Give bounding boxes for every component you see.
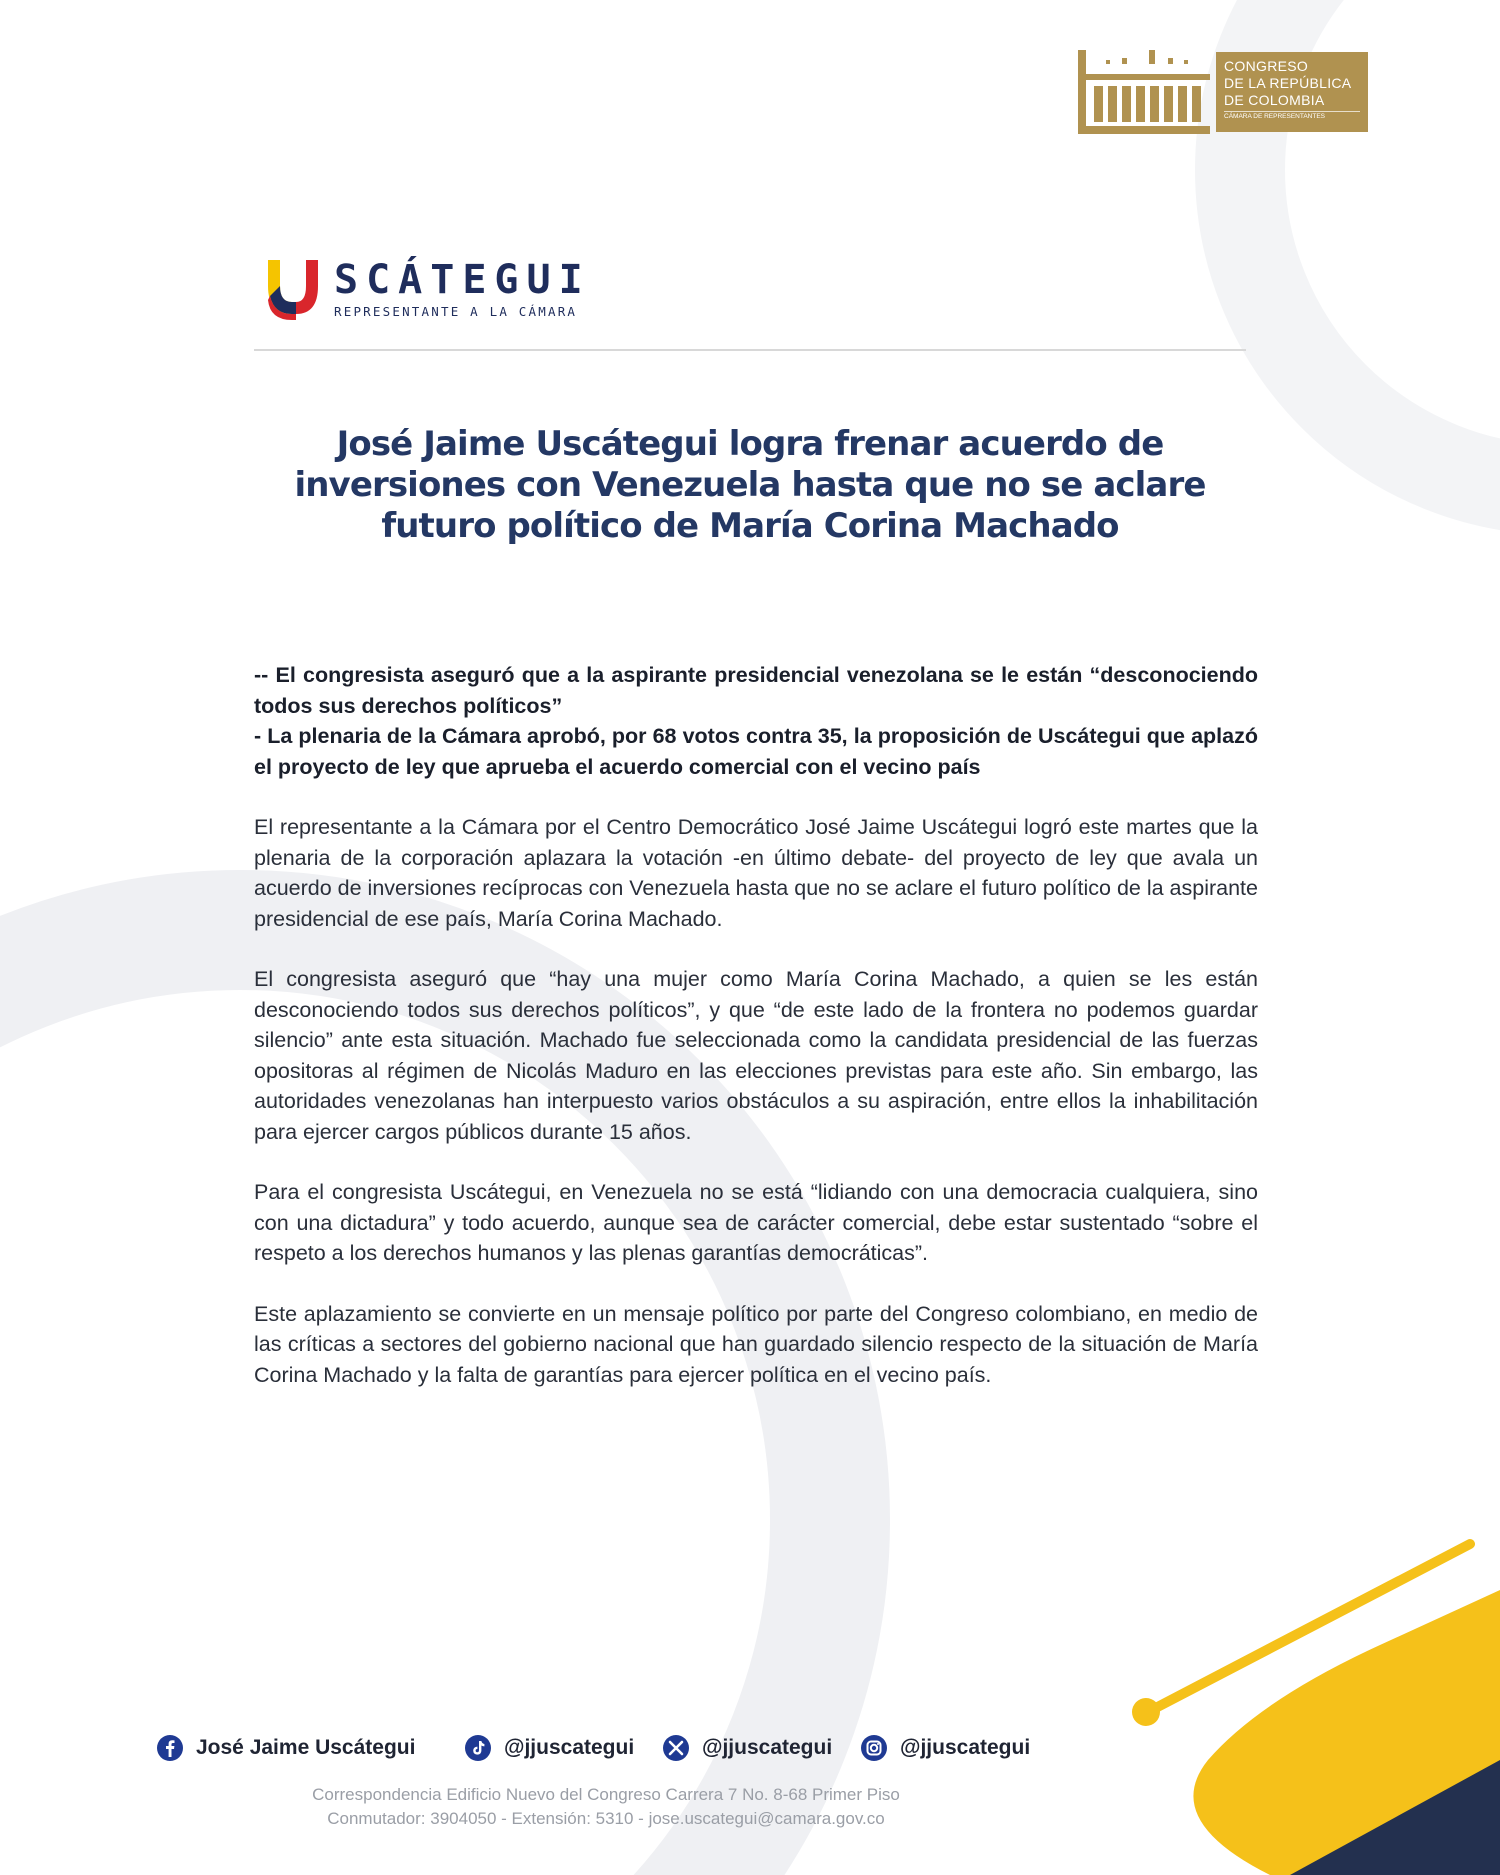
header-divider [254,349,1246,351]
paragraph-2: El congresista aseguró que “hay una mujer como María Corina Machado, a quien se les están desconociendo todos sus derechos políticos”, y que “de este lado de la frontera no podemos guardar silencio” ante esta situación. Machado fue seleccionada como la candidata presidencial de las fuerzas opositoras al régimen de Nicolás Maduro en las elecciones previstas para este año. Sin embargo, las autoridades venezolanas han interpuesto varios obstáculos a su aspiración, entre ellos la inhabilitación para ejercer cargos públicos durante 15 años. [254,967,1258,1144]
congress-line-3: DE COLOMBIA [1224,92,1325,108]
brand-name: SCÁTEGUI [334,257,591,303]
congress-line-1: CONGRESO [1224,58,1309,74]
paragraph-4: Este aplazamiento se convierte en un mensaje político por parte del Congreso colombiano, en medio de las críticas a sectores del gobierno nacional que han guardado silencio respecto de la situación de María Corina Machado y la falta de garantías para ejercer política en el vecino país. [254,1301,1258,1387]
u-flag-icon [266,256,322,322]
contact-info [156,1783,1056,1831]
congress-line-4: CÁMARA DE REPRESENTANTES [1224,111,1360,121]
tiktok-handle: @jjuscategui [504,1736,635,1759]
decor-yellow-dot [1132,1698,1160,1726]
facebook-handle: José Jaime Uscátegui [196,1736,416,1759]
capitol-building-icon [1076,46,1212,136]
social-links [156,1730,1056,1770]
uscategui-logo [266,256,591,326]
contact-phone-email: Conmutador: 3904050 - Extensión: 5310 - jose.uscategui@camara.gov.co [327,1809,885,1828]
instagram-icon [860,1734,888,1762]
brand-subtitle: REPRESENTANTE A LA CÁMARA [334,304,578,319]
congress-logo [1076,46,1370,136]
congress-wordmark [1216,52,1368,132]
facebook-icon [156,1734,184,1762]
x-handle: @jjuscategui [702,1736,833,1759]
tiktok-icon [464,1734,492,1762]
paragraph-3: Para el congresista Uscátegui, en Venezuela no se está “lidiando con una democracia cualquiera, sino con una dictadura” y todo acuerdo, aunque sea de carácter comercial, debe estar sustentado “sobre el respeto a los derechos humanos y las plenas garantías democráticas”. [254,1180,1258,1265]
congress-line-2: DE LA REPÚBLICA [1224,75,1352,91]
summary-point-2: - La plenaria de la Cámara aprobó, por 68 votos contra 35, la proposición de Uscátegui que aplazó el proyecto de ley que aprueba el acuerdo comercial con el vecino país [254,724,1258,779]
paragraph-1: El representante a la Cámara por el Centro Democrático José Jaime Uscátegui logró este martes que la plenaria de la corporación aplazara la votación -en último debate- del proyecto de ley que avala un acuerdo de inversiones recíprocas con Venezuela hasta que no se aclare el futuro político de la aspirante presidencial de ese país, María Corina Machado. [254,815,1258,931]
page-title: José Jaime Uscátegui logra frenar acuerdo de inversiones con Venezuela hasta que no se aclare futuro político de María Corina Machado [294,424,1206,546]
contact-address: Correspondencia Edificio Nuevo del Congreso Carrera 7 No. 8-68 Primer Piso [312,1785,900,1804]
summary-point-1: -- El congresista aseguró que a la aspirante presidencial venezolana se le están “desconociendo todos sus derechos políticos” [254,663,1258,718]
article-body [254,660,1258,1390]
x-icon [662,1734,690,1762]
instagram-handle: @jjuscategui [900,1736,1031,1759]
